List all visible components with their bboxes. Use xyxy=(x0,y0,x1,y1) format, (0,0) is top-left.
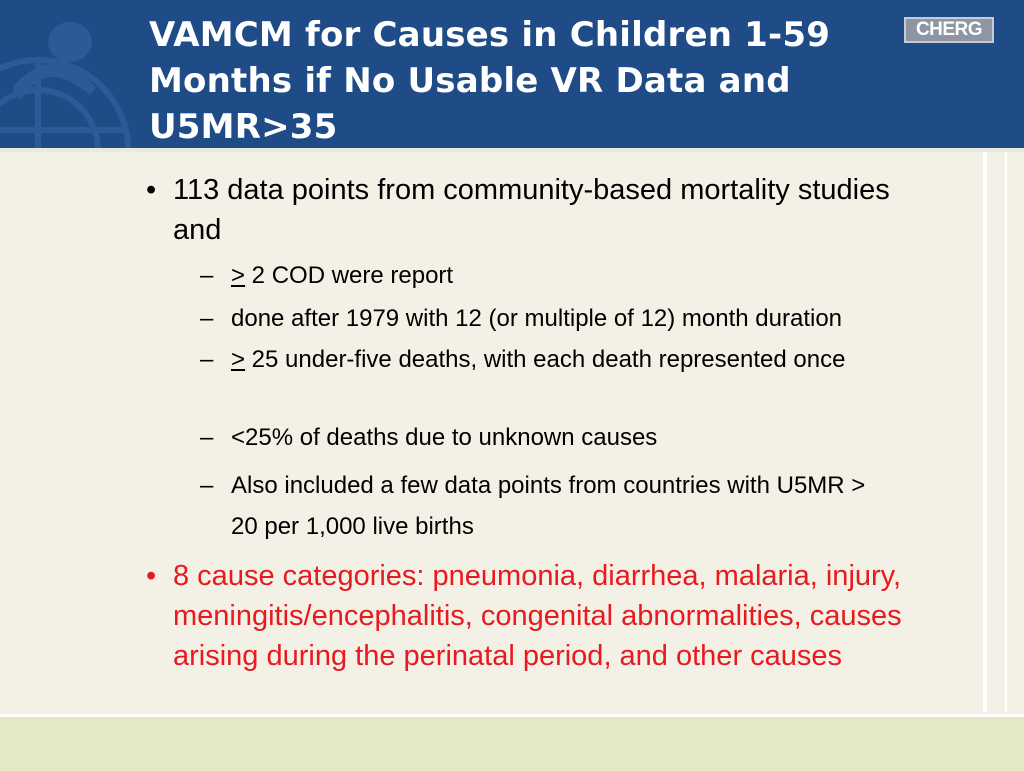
bullet-text: 8 cause categories: pneumonia, diarrhea, malaria, injury, meningitis/encephalitis, congenital abnormalities, causes arising during the perinatal period, and other causes xyxy=(173,560,902,672)
sub-bullet-item xyxy=(200,342,960,378)
sub-bullet-item xyxy=(200,258,960,294)
bullet-item xyxy=(146,170,946,250)
greater-equal-symbol: > xyxy=(231,346,246,373)
sub-bullet-text: Also included a few data points from countries with U5MR > 20 per 1,000 live births xyxy=(231,472,866,540)
bullet-text: 113 data points from community-based mortality studies and xyxy=(173,174,890,246)
sub-bullet-marker: – xyxy=(200,424,214,451)
sub-bullet-content xyxy=(200,342,901,378)
bullet-item xyxy=(146,556,946,676)
sub-bullet-marker: – xyxy=(200,346,214,373)
sub-bullet-text: done after 1979 with 12 (or multiple of 12) month duration xyxy=(231,305,843,332)
sub-bullet-text: 25 under-five deaths, with each death represented once xyxy=(245,346,846,373)
bullet-marker: • xyxy=(146,174,157,206)
sub-bullet-text: 2 COD were report xyxy=(245,262,454,289)
sub-bullet-item xyxy=(200,465,960,547)
sub-bullet-marker: – xyxy=(200,472,214,499)
sub-bullet-item xyxy=(200,301,960,337)
sub-bullet-item xyxy=(200,420,960,456)
sub-bullet-content xyxy=(200,258,960,294)
sub-bullet-marker: – xyxy=(200,262,214,289)
cherg-logo: CHERG xyxy=(904,17,994,43)
greater-equal-symbol: > xyxy=(231,262,246,289)
bullet-marker: • xyxy=(146,560,157,592)
sub-bullet-marker: – xyxy=(200,305,214,332)
slide-title: VAMCM for Causes in Children 1-59 Months if No Usable VR Data and U5MR>35 xyxy=(149,15,831,147)
slide-footer xyxy=(0,714,1024,771)
sub-bullet-text: <25% of deaths due to unknown causes xyxy=(231,424,658,451)
